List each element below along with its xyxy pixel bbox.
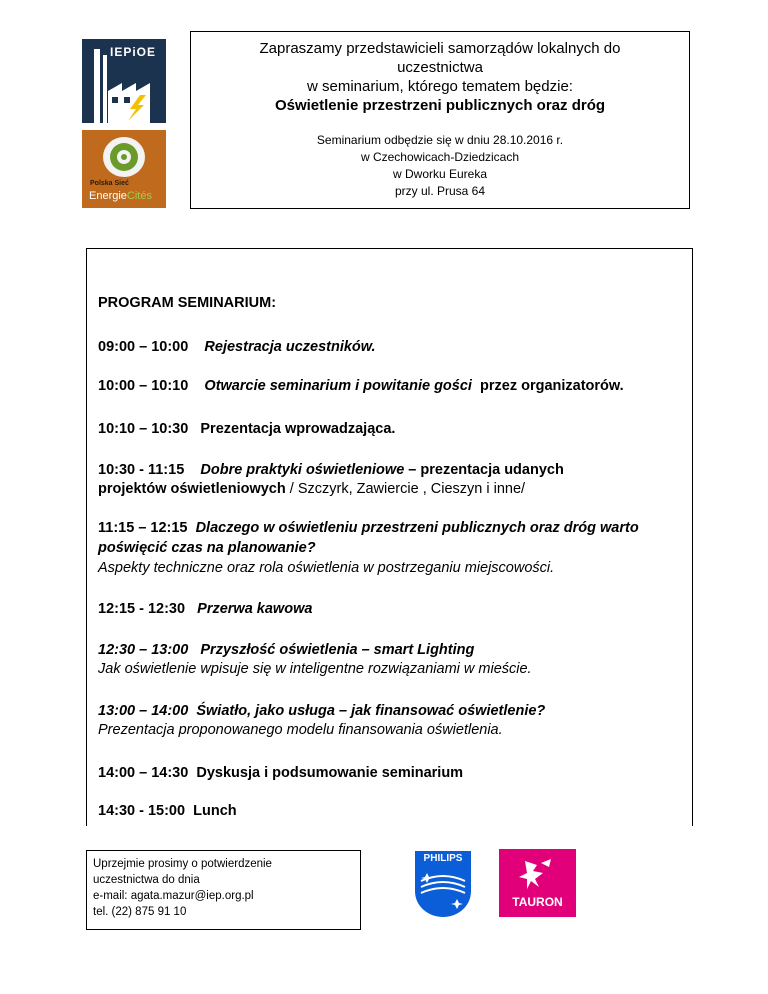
contact-phone: tel. (22) 875 91 10 [93, 906, 187, 918]
program-box [86, 248, 693, 826]
contact-line: uczestnictwa do dnia [93, 874, 200, 886]
contact-box [86, 850, 361, 930]
program-item: 14:30 - 15:00 Lunch [98, 803, 237, 819]
contact-line: Uprzejmie prosimy o potwierdzenie [93, 858, 272, 870]
energie-logo-line2: EnergieCités [89, 190, 152, 202]
seminar-info [191, 132, 689, 200]
program-item: 10:00 – 10:10 Otwarcie seminarium i powitanie gości przez organizatorów. [98, 378, 624, 394]
program-heading: PROGRAM SEMINARIUM: [98, 295, 277, 311]
invitation-box [190, 31, 690, 209]
info-line: Seminarium odbędzie się w dniu 28.10.2016 r. [316, 133, 564, 147]
philips-logo-text: PHILIPS [423, 853, 463, 864]
iepoe-logo-text: IEPiOE [110, 45, 157, 59]
program-item: 11:15 – 12:15 Dlaczego w oświetleniu przestrzeni publicznych oraz dróg warto [98, 520, 639, 536]
iepoe-logo [82, 39, 166, 123]
program-item-description: Aspekty techniczne oraz rola oświetlenia w postrzeganiu miejscowości. [98, 560, 555, 576]
tauron-emblem-icon [499, 849, 576, 895]
program-item: 10:10 – 10:30 Prezentacja wprowadzająca. [98, 421, 396, 437]
program-item-description: Prezentacja proponowanego modelu finansowania oświetlenia. [98, 722, 503, 738]
energie-logo-line1: Polska Sieć [90, 180, 129, 187]
program-item-description: Jak oświetlenie wpisuje się w inteligentne rozwiązaniami w mieście. [98, 661, 532, 677]
program-item: 12:15 - 12:30 Przerwa kawowa [98, 601, 313, 617]
invitation-line: Zapraszamy przedstawicieli samorządów lokalnych do uczestnictwa [259, 40, 621, 76]
program-item: 14:00 – 14:30 Dyskusja i podsumowanie seminarium [98, 765, 464, 781]
info-line: w Dworku Eureka [392, 167, 488, 181]
program-item: 12:30 – 13:00 Przyszłość oświetlenia – smart Lighting [98, 642, 475, 658]
program-item: 10:30 - 11:15 Dobre praktyki oświetleniowe – prezentacja udanych [98, 462, 564, 478]
program-item: 13:00 – 14:00 Światło, jako usługa – jak finansować oświetlenie? [98, 703, 546, 719]
program-item-continued: poświęcić czas na planowanie? [98, 540, 316, 556]
seminar-topic: Oświetlenie przestrzeni publicznych oraz dróg [274, 97, 606, 114]
tauron-logo [499, 849, 576, 917]
energie-cites-logo [82, 130, 166, 208]
energie-emblem-icon [103, 137, 145, 177]
tauron-logo-text: TAURON [512, 895, 563, 909]
program-item-continued: projektów oświetleniowych / Szczyrk, Zawiercie , Cieszyn i inne/ [98, 481, 526, 497]
program-item: 09:00 – 10:00 Rejestracja uczestników. [98, 339, 376, 355]
info-line: przy ul. Prusa 64 [394, 184, 486, 198]
contact-email: e-mail: agata.mazur@iep.org.pl [93, 890, 254, 902]
invitation-line: w seminarium, którego tematem będzie: [307, 78, 573, 95]
info-line: w Czechowicach-Dziedzicach [360, 150, 520, 164]
philips-logo [413, 849, 473, 919]
